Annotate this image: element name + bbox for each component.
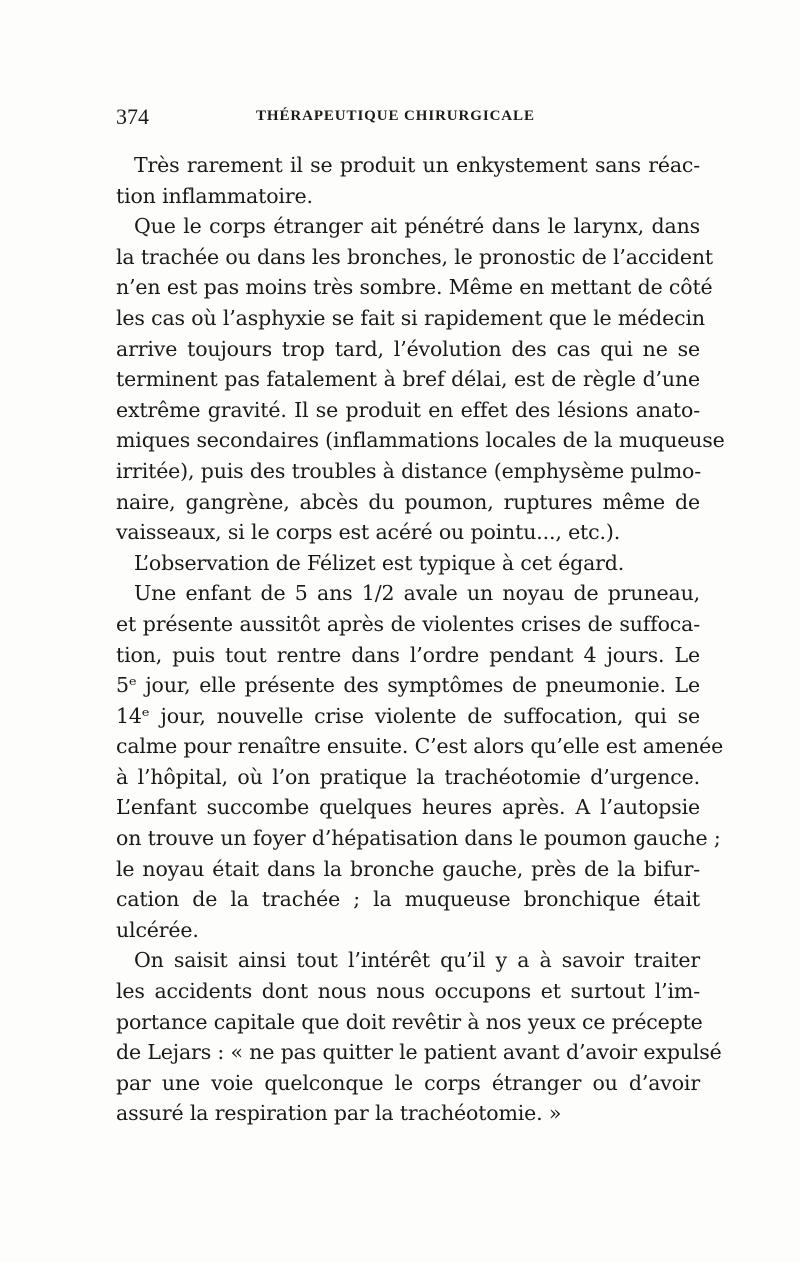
- text-line: Très rarement il se produit un enkystement sans réac-: [134, 153, 700, 177]
- text-line: L’observation de Félizet est typique à cet égard.: [134, 550, 625, 575]
- text-line: tion, puis tout rentre dans l’ordre pendant 4 jours. Le: [116, 642, 700, 667]
- body-text: [116, 150, 725, 1129]
- paragraph: [116, 211, 725, 548]
- text-line: extrême gravité. Il se produit en effet des lésions anato-: [116, 397, 700, 422]
- page-number: 374: [116, 104, 149, 129]
- paragraph: [116, 578, 724, 945]
- text-line: terminent pas fatalement à bref délai, est de règle d’une: [116, 367, 700, 392]
- text-line: portance capitale que doit revêtir à nos yeux ce précepte: [116, 1009, 703, 1034]
- text-line: On saisit ainsi tout l’intérêt qu’il y a à savoir traiter: [134, 948, 700, 973]
- paragraph: [116, 548, 700, 579]
- text-line: n’en est pas moins très sombre. Même en mettant de côté: [116, 275, 713, 300]
- paragraph: [116, 945, 722, 1129]
- text-line: la trachée ou dans les bronches, le pronostic de l’accident: [116, 244, 713, 269]
- text-line: les cas où l’asphyxie se fait si rapidement que le médecin: [116, 305, 705, 330]
- text-line: on trouve un foyer d’hépatisation dans le poumon gauche ;: [116, 826, 721, 851]
- text-line: vaisseaux, si le corps est acéré ou pointu..., etc.).: [116, 520, 621, 545]
- text-line: arrive toujours trop tard, l’évolution des cas qui ne se: [116, 336, 700, 361]
- text-line: cation de la trachée ; la muqueuse bronchique était: [116, 887, 700, 912]
- text-line: L’enfant succombe quelques heures après. A l’autopsie: [116, 795, 700, 820]
- text-line: assuré la respiration par la trachéotomie. »: [116, 1101, 562, 1126]
- text-line: ulcérée.: [116, 917, 199, 942]
- text-line: 5ᵉ jour, elle présente des symptômes de pneumonie. Le: [116, 673, 700, 698]
- paragraph: [116, 150, 700, 211]
- text-line: et présente aussitôt après de violentes crises de suffoca-: [116, 611, 700, 636]
- text-line: les accidents dont nous nous occupons et surtout l’im-: [116, 979, 700, 1004]
- text-line: naire, gangrène, abcès du poumon, ruptures même de: [116, 489, 700, 514]
- text-line: irritée), puis des troubles à distance (emphysème pulmo-: [116, 458, 702, 483]
- text-line: miques secondaires (inflammations locales de la muqueuse: [116, 428, 725, 453]
- text-line: tion inflammatoire.: [116, 183, 313, 208]
- text-line: à l’hôpital, où l’on pratique la trachéotomie d’urgence.: [116, 764, 700, 789]
- running-title: THÉRAPEUTIQUE CHIRURGICALE: [256, 108, 535, 124]
- text-line: calme pour renaître ensuite. C’est alors qu’elle est amenée: [116, 734, 724, 759]
- text-line: Que le corps étranger ait pénétré dans le larynx, dans: [134, 214, 700, 239]
- text-line: Une enfant de 5 ans 1/2 avale un noyau de pruneau,: [134, 581, 700, 606]
- text-line: de Lejars : « ne pas quitter le patient avant d’avoir expulsé: [116, 1040, 722, 1065]
- text-line: le noyau était dans la bronche gauche, près de la bifur-: [116, 856, 700, 881]
- page-header: [116, 104, 686, 140]
- text-line: 14ᵉ jour, nouvelle crise violente de suffocation, qui se: [116, 703, 700, 728]
- text-line: par une voie quelconque le corps étranger ou d’avoir: [116, 1070, 700, 1095]
